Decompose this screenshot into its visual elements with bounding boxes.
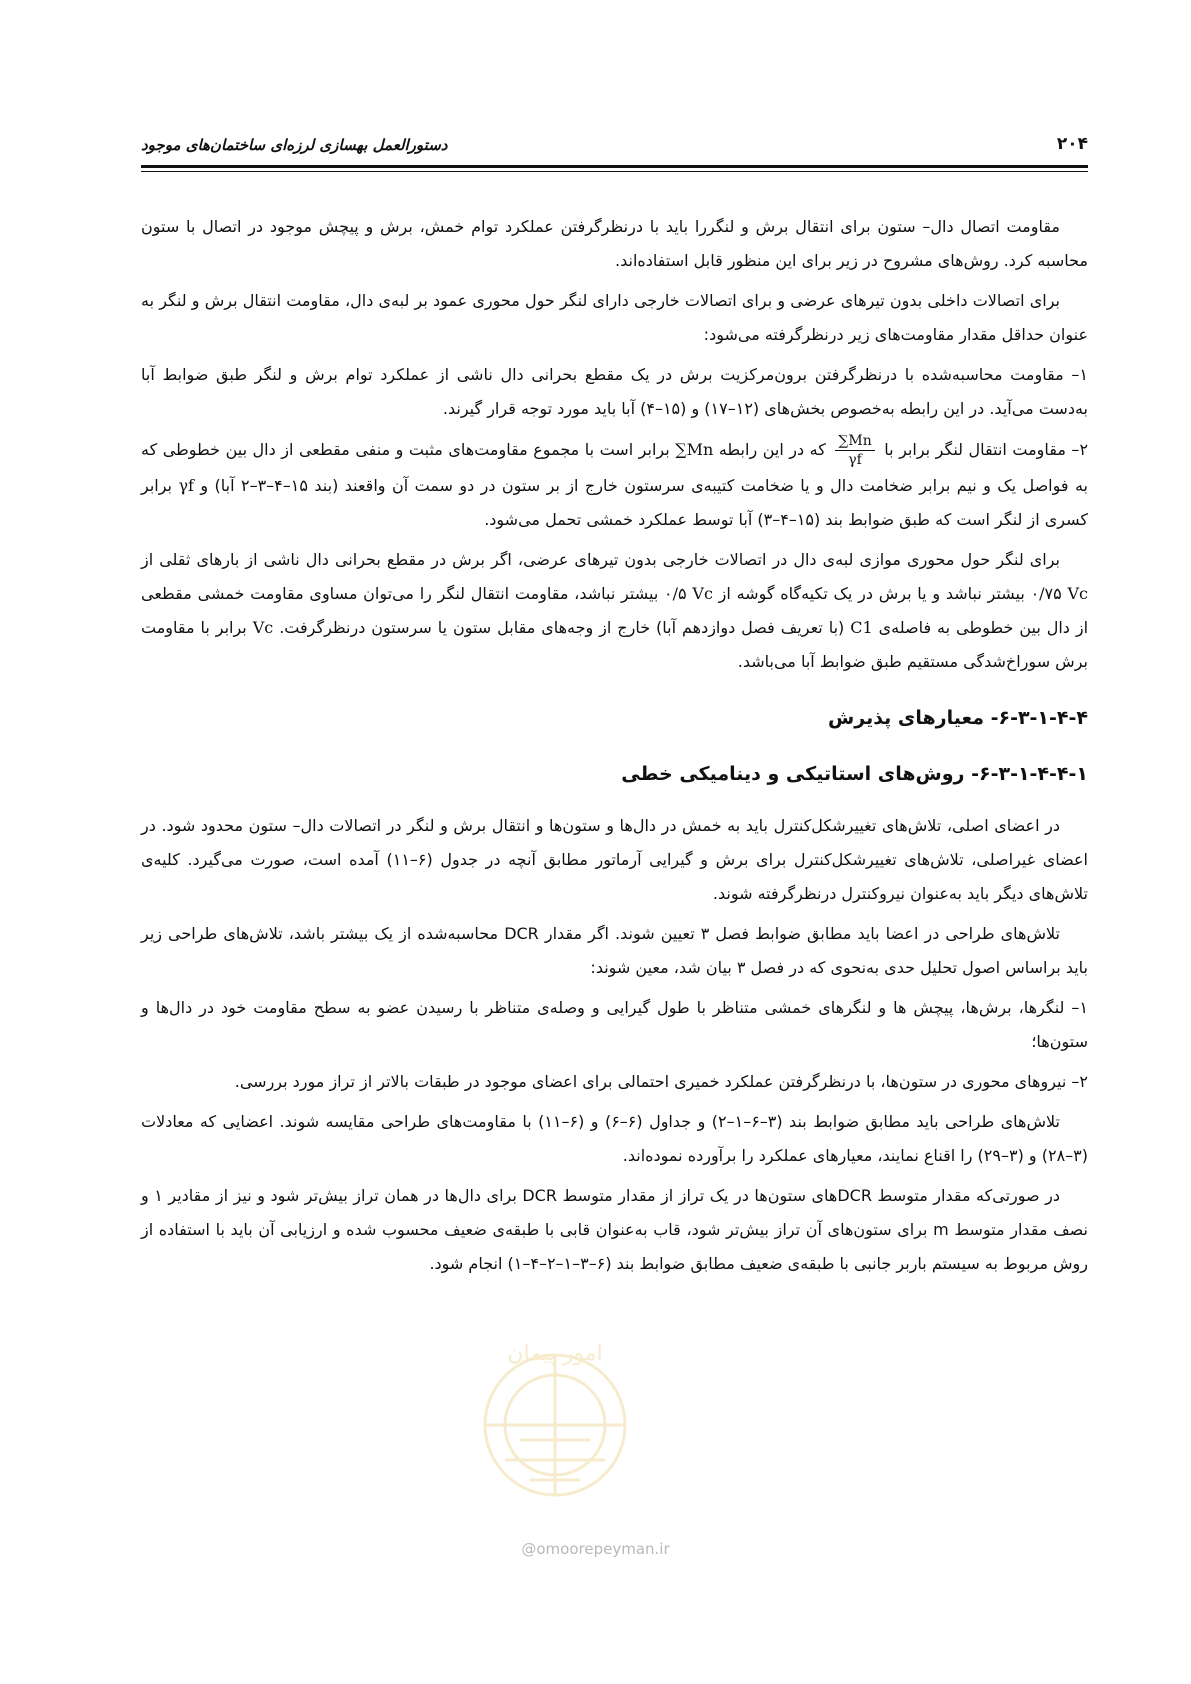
section-heading: ۶-۳-۱-۴-۴- معیارهای پذیرش — [828, 707, 1088, 729]
paragraph — [141, 543, 1088, 679]
text-run: برابر است با مجموع مقاومت‌های مثبت و منفی مقطعی از دال بین خطوطی که به فواصل یک و نیم برابر ضخامت دال و یا ضخامت کتیبه‌ی سرستون خارج از بر ستون در دو سمت آن واقعند (بند ۱۵–۴–۳–۲ آبا) و — [141, 440, 1088, 495]
watermark-logo — [470, 1330, 640, 1520]
page-number: ۲۰۴ — [1056, 134, 1088, 154]
text-run: برابر کسری از لنگر است که طبق ضوابط بند (۱۵–۴–۳) آبا توسط عملکرد خمشی تحمل می‌شود. — [141, 476, 1088, 529]
subsection-heading: ۶-۳-۱-۴-۴-۱- روش‌های استاتیکی و دینامیکی خطی — [621, 763, 1088, 785]
text-run: (با تعریف فصل دوازدهم آبا) خارج از وجه‌های مقابل ستون یا سرستون درنظرگرفت. — [279, 618, 845, 637]
watermark-url: @omoorepeyman.ir — [521, 1540, 670, 1558]
text-run: برابر با مقاومت برش سوراخ‌شدگی مستقیم طبق ضوابط آبا می‌باشد. — [141, 618, 1088, 671]
moment-fraction — [835, 432, 874, 469]
paragraph: تلاش‌های طراحی در اعضا باید مطابق ضوابط فصل ۳ تعیین شوند. اگر مقدار DCR محاسبه‌شده از یک بیشتر باشد، تلاش‌های طراحی زیر باید براساس اصول تحلیل حدی به‌نحوی که در فصل ۳ بیان شد، معین شوند: — [141, 924, 1088, 977]
paragraph: تلاش‌های طراحی باید مطابق ضوابط بند (۳–۶–۱–۲) و جداول (۶–۶) و (۶–۱۱) با مقاومت‌های طراحی مقایسه شوند. اعضایی که معادلات (۳–۲۸) و (۳–۲۹) را اقناع نمایند، معیارهای عملکرد را برآورده نموده‌اند. — [141, 1112, 1088, 1165]
math-symbol: ۰/۷۵ Vc — [1030, 584, 1089, 603]
page-header — [141, 128, 1088, 154]
math-symbol: Vc — [252, 618, 274, 637]
math-symbol: γf — [178, 476, 194, 495]
paragraph: در اعضای اصلی، تلاش‌های تغییرشکل‌کنترل باید به خمش در دال‌ها و ستون‌ها و انتقال برش و لنگر در اتصالات دال– ستون محدود شود. در اعضای غیراصلی، تلاش‌های تغییرشکل‌کنترل برای برش و گیرایی آرماتور مطابق آنچه در جدول (۶–۱۱) آمده است، صورت می‌گیرد. کلیه‌ی تلاش‌های دیگر باید به‌عنوان نیروکنترل درنظرگرفته شوند. — [141, 816, 1088, 903]
running-title: دستورالعمل بهسازی لرزه‌ای ساختمان‌های موجود — [141, 136, 448, 154]
header-rule-thin — [141, 171, 1088, 172]
text-run: که در این رابطه — [718, 440, 826, 459]
list-item — [141, 432, 1088, 537]
text-run: ۲– مقاومت انتقال لنگر برابر با — [884, 440, 1089, 459]
math-symbol: ∑Mn — [675, 440, 714, 459]
text-run: بیشتر نباشد، مقاومت انتقال لنگر را می‌توان مساوی مقاومت خمشی مقطعی از دال بین خطوطی به فاصله‌ی — [141, 584, 1089, 637]
list-item: ۱– لنگرها، برش‌ها، پیچش ها و لنگرهای خمشی متناظر با طول گیرایی و وصله‌ی متناظر با رسیدن عضو به سطح مقاومت خود در دال‌ها و ستون‌ها؛ — [141, 998, 1088, 1051]
math-symbol: C1 — [850, 618, 873, 637]
fraction-denominator: γf — [848, 452, 862, 468]
list-item: ۲– نیروهای محوری در ستون‌ها، با درنظرگرفتن عملکرد خمیری احتمالی برای اعضای موجود در طبقات بالاتر از تراز مورد بررسی. — [234, 1072, 1088, 1091]
math-symbol: ۰/۵ Vc — [664, 584, 713, 603]
fraction-numerator: ∑Mn — [835, 432, 874, 451]
text-run: بیشتر نباشد و یا برش در یک تکیه‌گاه گوشه از — [718, 584, 1025, 603]
header-rule-thick — [141, 165, 1088, 168]
watermark-logo-text: امور پیمان — [507, 1341, 603, 1366]
list-item: ۱– مقاومت محاسبه‌شده با درنظرگرفتن برون‌مرکزیت برش در یک مقطع بحرانی دال ناشی از عملکرد توام برش و لنگر طبق ضوابط آبا به‌دست می‌آید. در این رابطه به‌خصوص بخش‌های (۱۲–۱۷) و (۱۵–۴) آبا باید مورد توجه قرار گیرند. — [141, 365, 1088, 418]
body-text — [141, 210, 1088, 1287]
paragraph: مقاومت اتصال دال– ستون برای انتقال برش و لنگررا باید با درنظرگرفتن عملکرد توام خمش، برش و پیچش موجود در اتصال با ستون محاسبه کرد. روش‌های مشروح در زیر برای این منظور قابل استفاده‌اند. — [141, 217, 1088, 270]
text-run: برای لنگر حول محوری موازی لبه‌ی دال در اتصالات خارجی بدون تیرهای عرضی، اگر برش در مقطع بحرانی دال ناشی از بارهای ثقلی از — [141, 550, 1060, 569]
paragraph: برای اتصالات داخلی بدون تیرهای عرضی و برای اتصالات خارجی دارای لنگر حول محوری عمود بر لبه‌ی دال، مقاومت انتقال برش و لنگر به عنوان حداقل مقدار مقاومت‌های زیر درنظرگرفته می‌شود: — [141, 291, 1088, 344]
paragraph: در صورتی‌که مقدار متوسط DCRهای ستون‌ها در یک تراز از مقدار متوسط DCR برای دال‌ها در همان تراز بیش‌تر شود و نیز از مقادیر ۱ و نصف مقدار متوسط m برای ستون‌های آن تراز بیش‌تر شود، قاب به‌عنوان قابی با طبقه‌ی ضعیف محسوب شده و ارزیابی آن باید با استفاده از روش مربوط به سیستم باربر جانبی با طبقه‌ی ضعیف مطابق ضوابط بند (۶–۳–۱–۲–۴–۱) انجام شود. — [141, 1186, 1089, 1273]
